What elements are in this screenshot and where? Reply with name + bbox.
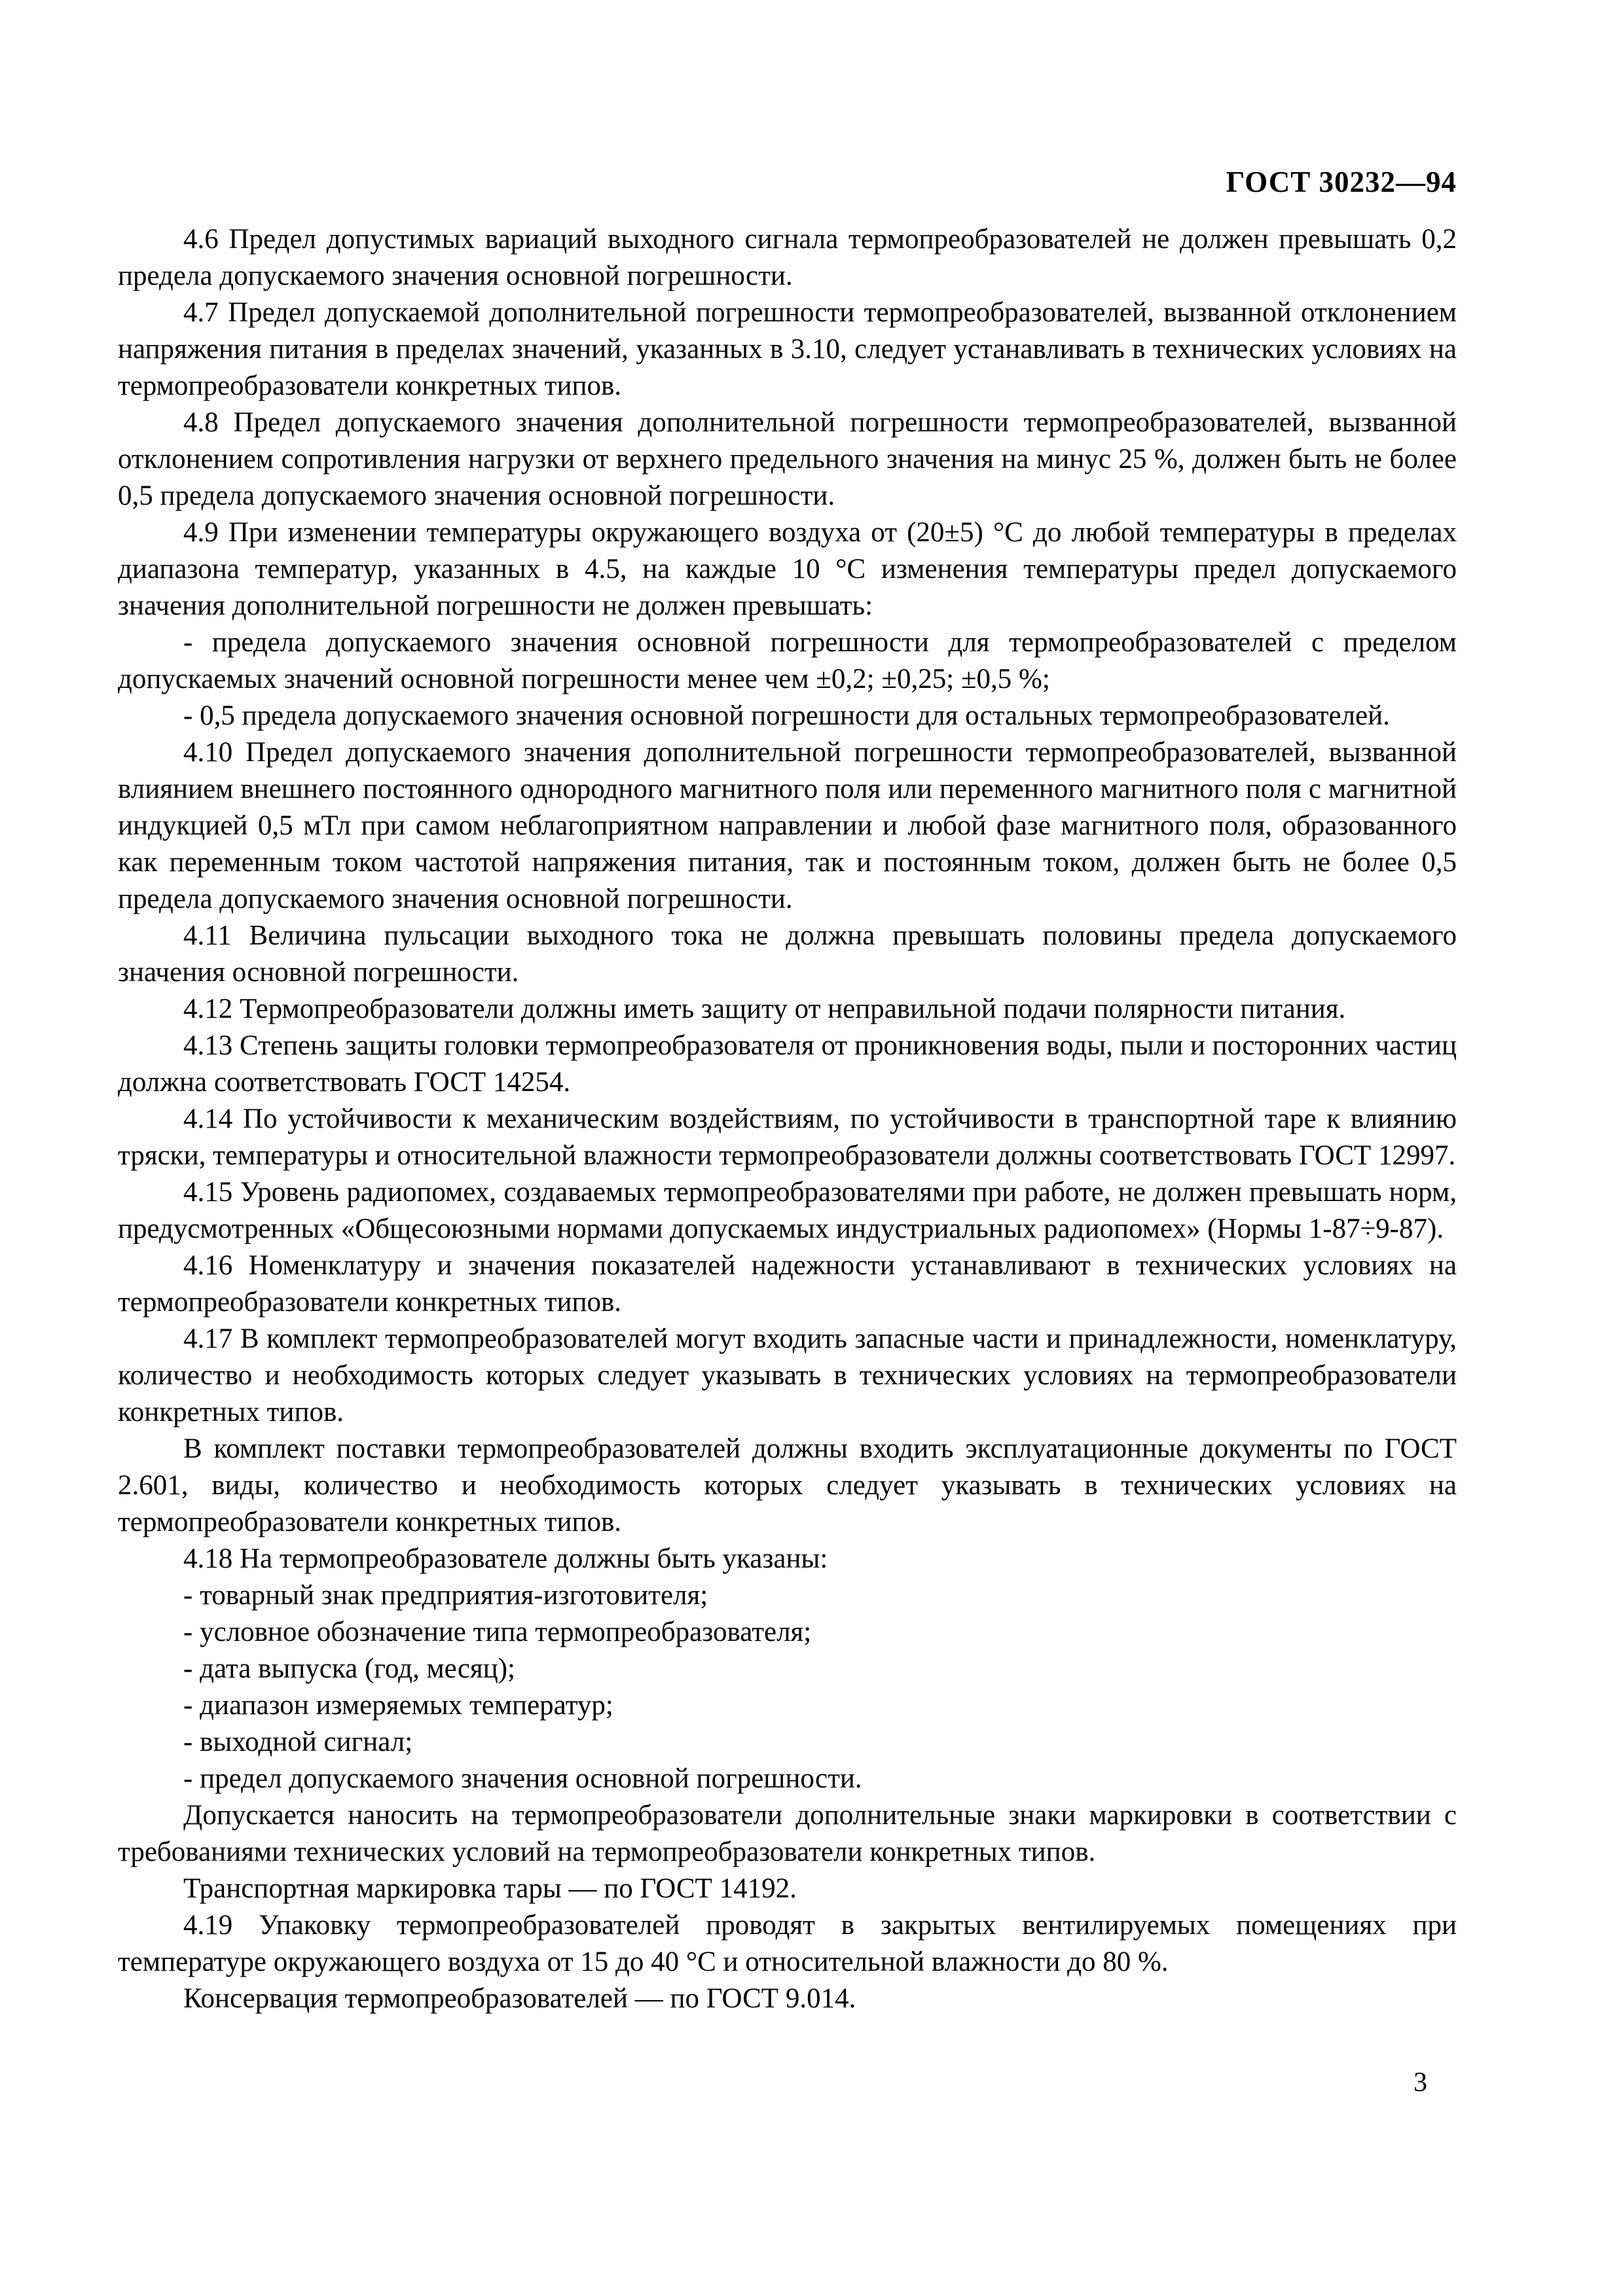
paragraph-4-13: 4.13 Степень защиты головки термопреобразователя от проникновения воды, пыли и посторонних частиц должна соответствовать ГОСТ 14254. <box>118 1030 1457 1098</box>
paragraph-transport-marking: Транспортная маркировка тары — по ГОСТ 14192. <box>183 1873 797 1904</box>
paragraph-4-8: 4.8 Предел допускаемого значения дополнительной погрешности термопреобразователей, вызванной отклонением сопротивления нагрузки от верхнего предельного значения на минус 25 %, должен быть не более 0,5 предела допускаемого значения основной погрешности. <box>118 407 1457 511</box>
list-item-issue-date: - дата выпуска (год, месяц); <box>183 1653 515 1684</box>
paragraph-4-18: 4.18 На термопреобразователе должны быть указаны: <box>183 1543 828 1574</box>
paragraph-4-19: 4.19 Упаковку термопреобразователей проводят в закрытых вентилируемых помещениях при температуре окружающего воздуха от 15 до 40 °С и относительной влажности до 80 %. <box>118 1910 1457 1977</box>
list-item-output-signal: - выходной сигнал; <box>183 1727 413 1757</box>
paragraph-4-17: 4.17 В комплект термопреобразователей могут входить запасные части и принадлежности, номенклатуру, количество и необходимость которых следует указывать в технических условиях на термопреобразователи конкретных типов. <box>118 1323 1457 1427</box>
paragraph-conservation: Консервация термопреобразователей — по ГОСТ 9.014. <box>183 1983 856 2014</box>
paragraph-4-11: 4.11 Величина пульсации выходного тока не должна превышать половины предела допускаемого значения основной погрешности. <box>118 920 1457 988</box>
page-number: 3 <box>1413 2068 1427 2098</box>
paragraph-4-7: 4.7 Предел допускаемой дополнительной погрешности термопреобразователей, вызванной отклонением напряжения питания в пределах значений, указанных в 3.10, следует устанавливать в технических условиях на термопреобразователи конкретных типов. <box>118 297 1457 401</box>
paragraph-additional-marking: Допускается наносить на термопреобразователи дополнительные знаки маркировки в соответствии с требованиями технических условий на термопреобразователи конкретных типов. <box>118 1800 1457 1867</box>
paragraph-4-10: 4.10 Предел допускаемого значения дополнительной погрешности термопреобразователей, вызванной влиянием внешнего постоянного однородного магнитного поля или переменного магнитного поля с магнитной индукцией 0,5 мТл при самом неблагоприятном направлении и любой фазе магнитного поля, образованного как переменным током частотой напряжения питания, так и постоянным током, должен быть не более 0,5 предела допускаемого значения основной погрешности. <box>118 737 1457 914</box>
paragraph-4-15: 4.15 Уровень радиопомех, создаваемых термопреобразователями при работе, не должен превышать норм, предусмотренных «Общесоюзными нормами допускаемых индустриальных радиопомех» (Нормы 1-87÷9-87). <box>118 1177 1457 1244</box>
paragraph-4-14: 4.14 По устойчивости к механическим воздействиям, по устойчивости в транспортной таре к влиянию тряски, температуры и относительной влажности термопреобразователи должны соответствовать ГОСТ 12997. <box>118 1103 1457 1171</box>
paragraph-4-6: 4.6 Предел допустимых вариаций выходного сигнала термопреобразователей не должен превышать 0,2 предела допускаемого значения основной погрешности. <box>118 224 1457 291</box>
paragraph-4-9: 4.9 При изменении температуры окружающего воздуха от (20±5) °С до любой температуры в пределах диапазона температур, указанных в 4.5, на каждые 10 °С изменения температуры предел допускаемого значения дополнительной погрешности не должен превышать: <box>118 517 1457 621</box>
list-item-other-transducers: - 0,5 предела допускаемого значения основной погрешности для остальных термопреобразователей. <box>183 700 1390 731</box>
paragraph-4-16: 4.16 Номенклатуру и значения показателей надежности устанавливают в технических условиях на термопреобразователи конкретных типов. <box>118 1250 1457 1318</box>
list-item-temperature-range: - диапазон измеряемых температур; <box>183 1690 613 1721</box>
list-item-basic-error: - предел допускаемого значения основной погрешности. <box>183 1763 862 1794</box>
doc-number-header: ГОСТ 30232—94 <box>1226 166 1457 198</box>
paragraph-4-12: 4.12 Термопреобразователи должны иметь защиту от неправильной подачи полярности питания. <box>183 994 1346 1024</box>
list-item-type-designation: - условное обозначение типа термопреобразователя; <box>183 1617 812 1647</box>
document-body <box>118 221 1457 2017</box>
paragraph-supply-set: В комплект поставки термопреобразователей должны входить эксплуатационные документы по ГОСТ 2.601, виды, количество и необходимость которых следует указывать в технических условиях на термопреобразователи конкретных типов. <box>118 1433 1457 1537</box>
list-item-basic-error-limits: - предела допускаемого значения основной погрешности для термопреобразователей с пределом допускаемых значений основной погрешности менее чем ±0,2; ±0,25; ±0,5 %; <box>118 627 1457 694</box>
list-item-trademark: - товарный знак предприятия-изготовителя; <box>183 1580 708 1611</box>
